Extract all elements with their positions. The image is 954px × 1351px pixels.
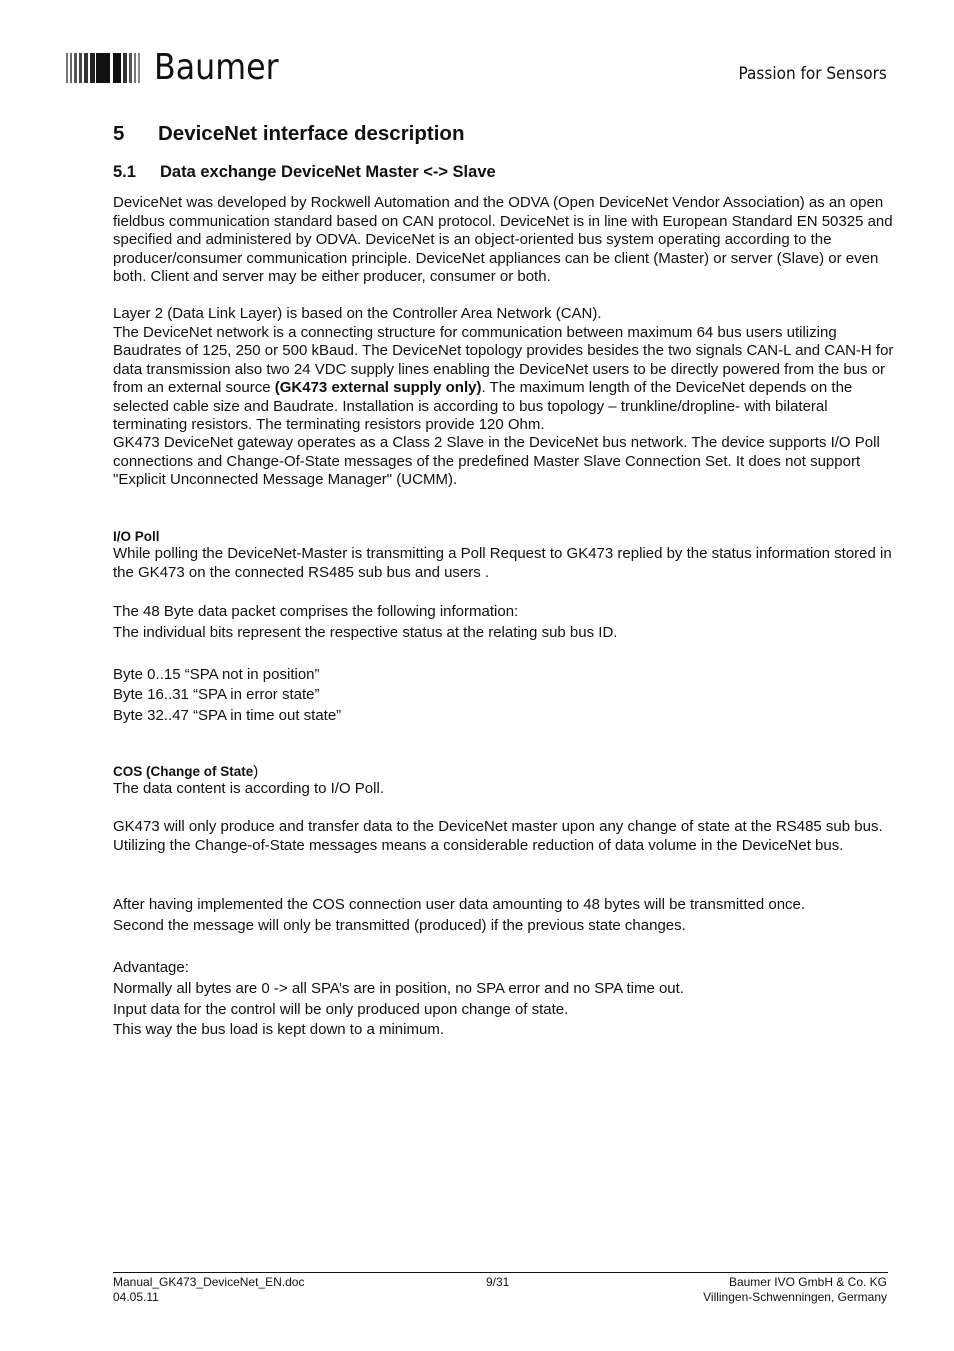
footer-filename: Manual_GK473_DeviceNet_EN.doc xyxy=(113,1275,305,1289)
baumer-logo xyxy=(66,47,296,88)
subsection-number: 5.1 xyxy=(113,163,136,181)
network-text-a: The DeviceNet network is a connecting structure for communication between maximum 64 bus users utilizing Baudrates of 125, 250 or 500 kBaud. The DeviceNet topology provides besides the two signals CAN-L and CAN-H for data transmission also two 24 VDC supply lines enabling the DeviceNet users to be directly powered from the bus or from an external source xyxy=(113,323,894,396)
advantage-line: Normally all bytes are 0 -> all SPA’s are in position, no SPA error and no SPA time out. xyxy=(113,980,684,997)
cos-paragraph: GK473 will only produce and transfer data to the DeviceNet master upon any change of state at the RS485 sub bus. Utilizing the Change-of-State messages means a considerable reduction of data volume in the DeviceNet bus. xyxy=(113,818,883,854)
network-text-b: . The maximum length of the DeviceNet depends on the selected cable size and Baudrate. Installation is according to bus topology – trunkline/dropline- with bilateral terminating resistors. The terminating resistors provide 120 Ohm. xyxy=(113,379,853,433)
packet-line: The 48 Byte data packet comprises the following information: xyxy=(113,603,519,620)
cos-heading-text: COS (Change of State xyxy=(113,764,254,779)
paragraph-gateway: GK473 DeviceNet gateway operates as a Class 2 Slave in the DeviceNet bus network. The device supports I/O Poll connections and Change-Of-State messages of the predefined Master Slave Connection Set. It does not support "Explicit Unconnected Message Manager" (UCMM). xyxy=(113,434,880,488)
subsection-title: Data exchange DeviceNet Master <-> Slave xyxy=(160,163,496,181)
section-title: DeviceNet interface description xyxy=(158,122,465,145)
footer-page-number: 9/31 xyxy=(486,1275,510,1289)
cos-heading xyxy=(113,763,903,782)
subsection-heading xyxy=(113,163,496,182)
after-line-1: After having implemented the COS connection user data amounting to 48 bytes will be transmitted once. xyxy=(113,896,806,913)
footer-company: Baumer IVO GmbH & Co. KG xyxy=(728,1275,887,1289)
after-line-2: Second the message will only be transmitted (produced) if the previous state changes. xyxy=(113,917,686,934)
tagline: Passion for Sensors xyxy=(738,64,887,84)
paragraph-intro: DeviceNet was developed by Rockwell Automation and the ODVA (Open DeviceNet Vendor Association) as an open fieldbus communication standard based on CAN protocol. DeviceNet is in line with European Standard EN 50325 and specified and administered by ODVA. DeviceNet is an object-oriented bus system operating according to the producer/consumer communication principle. DeviceNet appliances can be client (Master) or server (Slave) or even both. Client and server may be either producer, consumer or both. xyxy=(113,194,893,285)
byte-line: Byte 0..15 “SPA not in position” xyxy=(113,666,320,683)
byte-line: Byte 32..47 “SPA in time out state” xyxy=(113,707,342,724)
io-poll-heading: I/O Poll xyxy=(113,529,160,544)
cos-text: The data content is according to I/O Poll. xyxy=(113,780,384,797)
brand-name: Baumer xyxy=(154,47,279,88)
advantage-heading: Advantage: xyxy=(113,959,189,976)
paragraph-layer2 xyxy=(113,305,903,435)
advantage-line: Input data for the control will be only produced upon change of state. xyxy=(113,1001,569,1018)
section-number: 5 xyxy=(113,122,125,145)
io-poll-text: While polling the DeviceNet-Master is transmitting a Poll Request to GK473 replied by the status information stored in the GK473 on the connected RS485 sub bus and users . xyxy=(113,545,892,581)
cos-heading-paren: ) xyxy=(253,763,259,780)
advantage-line: This way the bus load is kept down to a minimum. xyxy=(113,1021,444,1038)
footer-left xyxy=(113,1275,304,1305)
footer-location: Villingen-Schwenningen, Germany xyxy=(703,1290,887,1304)
baumer-logo-mark-icon xyxy=(66,53,140,83)
byte-line: Byte 16..31 “SPA in error state” xyxy=(113,686,320,703)
external-supply-note: (GK473 external supply only) xyxy=(274,379,482,396)
bits-line: The individual bits represent the respective status at the relating sub bus ID. xyxy=(113,624,618,641)
layer2-line: Layer 2 (Data Link Layer) is based on the Controller Area Network (CAN). xyxy=(113,305,602,322)
footer-divider xyxy=(113,1272,888,1273)
section-heading xyxy=(113,122,464,146)
footer-date: 04.05.11 xyxy=(113,1290,159,1304)
footer-right xyxy=(703,1275,887,1305)
